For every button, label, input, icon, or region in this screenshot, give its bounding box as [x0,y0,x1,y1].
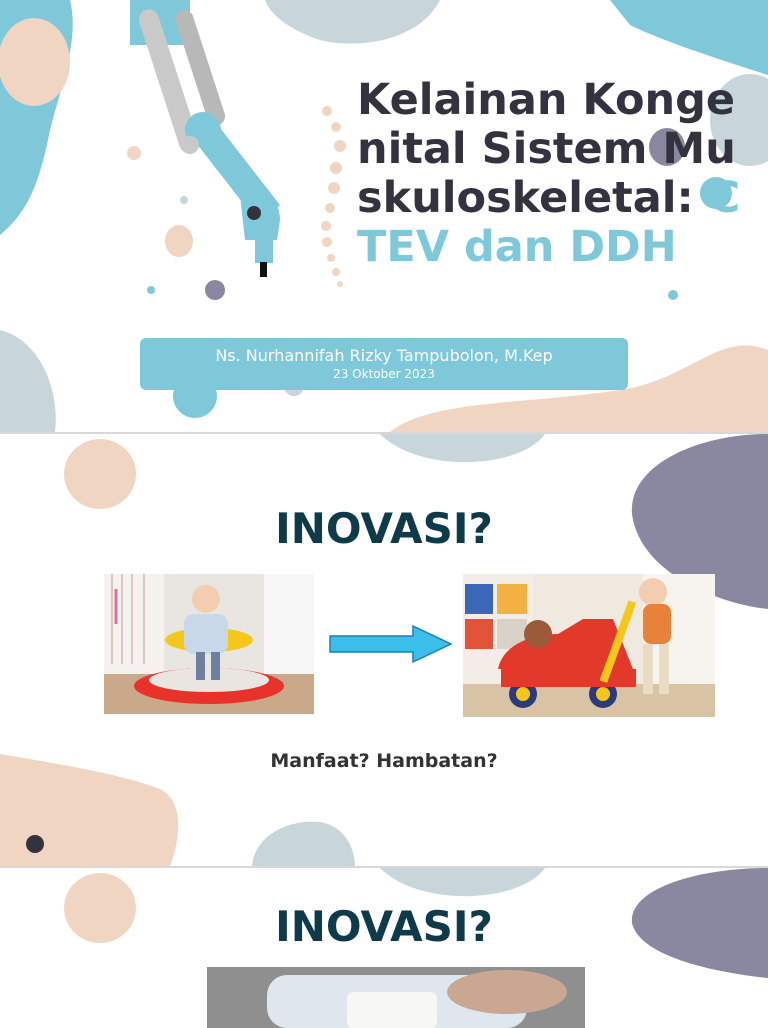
innovation-slide-2 [0,868,768,1028]
discussion-question: Manfaat? Hambatan? [270,750,498,772]
author-name: Ns. Nurhannifah Rizky Tampubolon, M.Kep [215,346,553,365]
title-accent: CTEV dan DDH [357,173,741,272]
author-banner [140,338,628,390]
baby-walker-photo [104,574,314,714]
slide-title [357,76,757,272]
slide-heading: INOVASI? [275,504,493,553]
robotic-arm-illustration [125,0,295,285]
innovation-slide [0,434,768,866]
title-main: Kelainan Kongenital Sistem Muskuloskeletal: [357,75,736,223]
right-arrow-icon [328,624,454,664]
push-walker-toy-car-photo [463,574,715,717]
infant-hip-photo [207,967,585,1028]
presentation-date: 23 Oktober 2023 [333,367,435,381]
title-slide [0,0,768,432]
slide-heading: INOVASI? [275,902,493,951]
